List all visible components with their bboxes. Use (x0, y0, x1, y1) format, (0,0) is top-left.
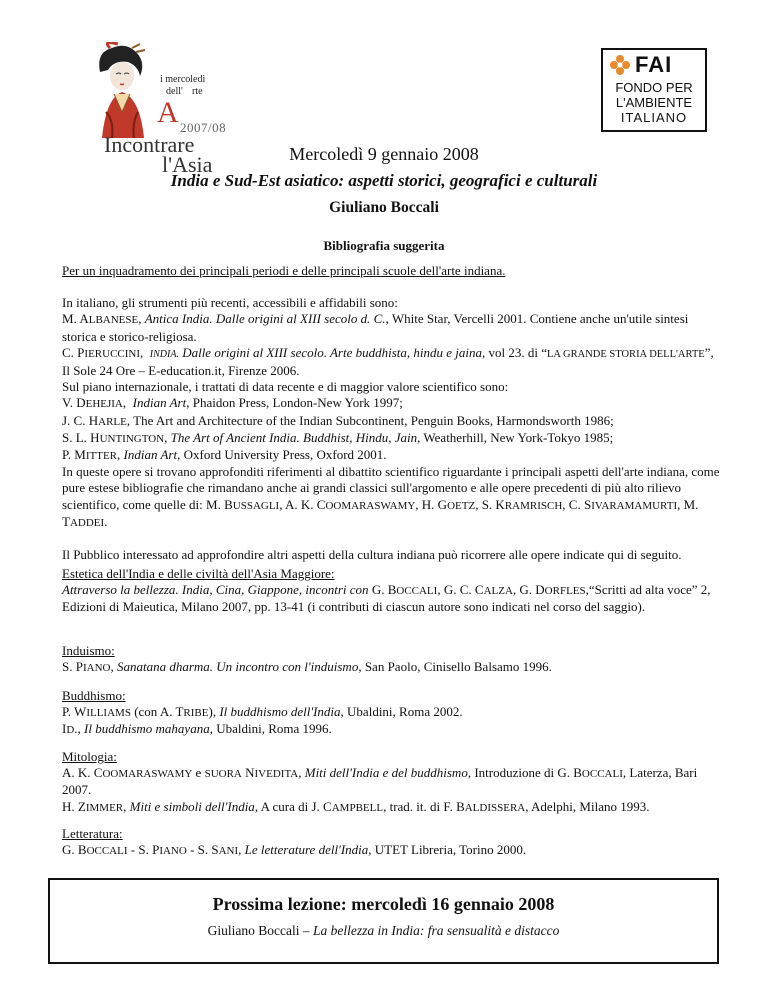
logo-title-asia: l'Asia (162, 152, 213, 177)
public-note: Il Pubblico interessato ad approfondire altri aspetti della cultura indiana può ricorrere alle opere indicate qui di seguito. (62, 547, 682, 563)
logo-line-dell: dell' (166, 86, 183, 97)
next-lecture-subtitle: Giuliano Boccali – La bellezza in India: fra sensualità e distacco (207, 923, 560, 938)
section-heading: Buddhismo: (62, 688, 126, 703)
reference-piano: S. PIANO, Sanatana dharma. Un incontro con l'induismo, San Paolo, Cinisello Balsamo 1996. (62, 659, 552, 675)
reference-huntington: S. L. HUNTINGTON, The Art of Ancient India. Buddhist, Hindu, Jain, Weatherhill, New York-Tokyo 1985; (62, 429, 614, 445)
section-letteratura (62, 826, 722, 859)
reference-albanese: M. ALBANESE, Antica India. Dalle origini al XIII secolo d. C., White Star, Vercelli 2001. Contiene anche un'utile sintesi storica e storico-religiosa. (62, 311, 689, 344)
intro-lead: In italiano, gli strumenti più recenti, accessibili e affidabili sono: (62, 295, 398, 311)
fai-brand: FAI (635, 52, 673, 77)
reference-coomaraswamy: A. K. COOMARASWAMY e SUORA NIVEDITA, Miti dell'India e del buddhismo, Introduzione di G. BOCCALI, Laterza, Bari 2007. (62, 765, 698, 798)
section-buddhismo (62, 688, 722, 739)
lecture-date: Mercoledì 9 gennaio 2008 (289, 144, 479, 164)
logo-line-rte: rte (192, 86, 203, 97)
section-heading: Estetica dell'India e delle civiltà dell'Asia Maggiore: (62, 566, 335, 581)
logo-title-incontrare: Incontrare (104, 132, 195, 157)
fai-sub-line-2: L'AMBIENTE (615, 95, 693, 110)
reference-zimmer: H. ZIMMER, Miti e simboli dell'India, A cura di J. CAMPBELL, trad. it. di F. BALDISSERA, Adelphi, Milano 1993. (62, 798, 650, 814)
fai-sub-line-3: ITALIANO (620, 110, 688, 125)
logo-big-letter: A (157, 96, 179, 129)
section-estetica (62, 566, 722, 616)
speaker-name: Giuliano Boccali (329, 199, 439, 216)
intro-section (62, 263, 722, 563)
fai-sub-line-1: FONDO PER (615, 80, 693, 95)
fai-flower-icon (609, 54, 631, 76)
section-heading: Mitologia: (62, 749, 117, 764)
intl-lead: Sul piano internazionale, i trattati di data recente e di maggior valore scientifico sono: (62, 379, 509, 395)
next-lecture-title: Prossima lezione: mercoledì 16 gennaio 2008 (212, 894, 555, 914)
logo-line-mercoledi: i mercoledì (160, 74, 206, 85)
fai-logo (601, 48, 707, 132)
section-induismo (62, 643, 722, 676)
section-mitologia (62, 749, 722, 816)
intro-closing: In queste opere si trovano approfonditi riferimenti al dibattito scientifico riguardante i principali aspetti dell'arte indiana, come pure estese bibliografie che rimandano anche ai grandi classici sull'argomento e alle opere precedenti di più alto rilievo scientifico, come quelle di: M. BUSSAGLI, A. K. COOMARASWAMY, H. GOETZ, S. KRAMRISCH, C. SIVARAMAMURTI, M. TADDEI. (62, 464, 720, 529)
reference-williams: P. WILLIAMS (con A. TRIBE), Il buddhismo dell'India, Ubaldini, Roma 2002. (62, 704, 463, 720)
reference-id: ID., Il buddhismo mahayana, Ubaldini, Roma 1996. (62, 721, 332, 737)
logo-year: 2007/08 (180, 120, 227, 135)
section-heading: Induismo: (62, 643, 115, 658)
reference-harle: J. C. HARLE, The Art and Architecture of the Indian Subcontinent, Penguin Books, Harmondsworth 1986; (62, 412, 614, 428)
section-heading: Per un inquadramento dei principali periodi e delle principali scuole dell'arte indiana. (62, 263, 506, 278)
reference-letterature: G. BOCCALI - S. PIANO - S. SANI, Le letterature dell'India, UTET Libreria, Torino 2000. (62, 842, 527, 858)
section-heading: Letteratura: (62, 826, 123, 841)
reference-pieruccini: C. PIERUCCINI, INDIA. Dalle origini al XIII secolo. Arte buddhista, hindu e jaina, vol 23. di “LA GRANDE STORIA DELL'ARTE”, Il Sole 24 Ore – E-education.it, Firenze 2006. (62, 344, 714, 379)
reference-estetica: Attraverso la bellezza. India, Cina, Giappone, incontri con G. BOCCALI, G. C. CALZA, G. DORFLES,“Scritti ad alta voce” 2, Edizioni di Maieutica, Milano 2007, pp. 13-41 (i contributi di ciascun autore sono indicati nel corso del saggio). (62, 582, 711, 615)
bibliography-heading: Bibliografia suggerita (323, 238, 445, 253)
event-logo (62, 36, 237, 177)
reference-dehejia: V. DEHEJIA, Indian Art, Phaidon Press, London-New York 1997; (62, 395, 403, 411)
next-lecture-box (48, 878, 719, 964)
lecture-title: India e Sud-Est asiatico: aspetti storici, geografici e culturali (170, 171, 598, 190)
reference-mitter: P. MITTER, Indian Art, Oxford University Press, Oxford 2001. (62, 447, 387, 463)
geisha-illustration-icon (92, 42, 150, 140)
